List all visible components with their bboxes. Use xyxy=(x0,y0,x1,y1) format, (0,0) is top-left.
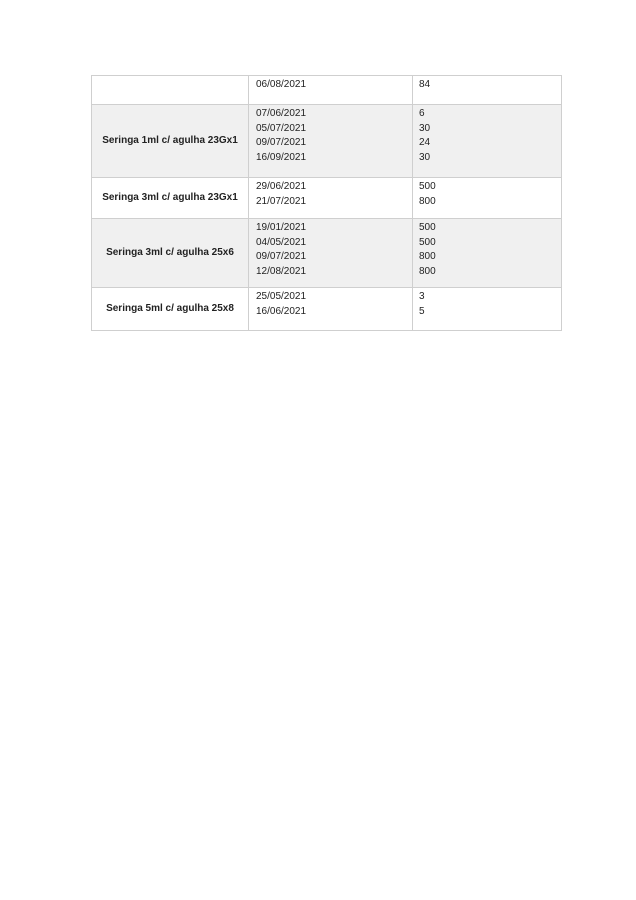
quantity-entry: 500 xyxy=(419,236,436,248)
dates-cell xyxy=(249,288,413,331)
date-entry: 07/06/2021 xyxy=(256,108,307,119)
date-entry: 16/06/2021 xyxy=(256,305,307,317)
table-row xyxy=(92,178,562,219)
product-name-cell: Seringa 3ml c/ agulha 23Gx1 xyxy=(92,178,249,219)
product-name-cell: Seringa 5ml c/ agulha 25x8 xyxy=(92,288,249,331)
dates-cell xyxy=(249,219,413,288)
date-entry: 21/07/2021 xyxy=(256,195,307,207)
product-name-cell: Seringa 1ml c/ agulha 23Gx1 xyxy=(92,105,249,178)
dates-cell xyxy=(249,76,413,105)
quantity-entry: 5 xyxy=(419,305,425,317)
quantity-entry: 3 xyxy=(419,291,425,302)
dates-cell xyxy=(249,178,413,219)
date-entry: 29/06/2021 xyxy=(256,181,307,192)
date-entry: 12/08/2021 xyxy=(256,265,307,277)
product-name-cell xyxy=(92,76,249,105)
dates-cell xyxy=(249,105,413,178)
table-row xyxy=(92,105,562,178)
date-entry: 09/07/2021 xyxy=(256,137,307,149)
date-entry: 05/07/2021 xyxy=(256,122,307,134)
date-entry: 16/09/2021 xyxy=(256,151,307,163)
quantity-entry: 30 xyxy=(419,122,431,134)
table-body xyxy=(92,76,562,331)
date-entry: 19/01/2021 xyxy=(256,222,307,233)
date-entry: 06/08/2021 xyxy=(256,79,307,90)
quantity-entry: 800 xyxy=(419,195,436,207)
quantity-entry: 800 xyxy=(419,251,436,263)
table-row xyxy=(92,219,562,288)
product-name-cell: Seringa 3ml c/ agulha 25x6 xyxy=(92,219,249,288)
date-entry: 25/05/2021 xyxy=(256,291,307,302)
date-entry: 09/07/2021 xyxy=(256,251,307,263)
quantity-cell xyxy=(413,288,562,331)
quantity-cell xyxy=(413,178,562,219)
quantity-entry: 500 xyxy=(419,181,436,192)
table-row xyxy=(92,76,562,105)
table-row xyxy=(92,288,562,331)
date-entry: 04/05/2021 xyxy=(256,236,307,248)
quantity-entry: 24 xyxy=(419,137,431,149)
quantity-entry: 84 xyxy=(419,79,431,90)
quantity-cell xyxy=(413,76,562,105)
syringe-table xyxy=(91,75,562,331)
quantity-entry: 800 xyxy=(419,265,436,277)
quantity-entry: 30 xyxy=(419,151,431,163)
quantity-cell xyxy=(413,219,562,288)
quantity-entry: 500 xyxy=(419,222,436,233)
quantity-entry: 6 xyxy=(419,108,425,119)
quantity-cell xyxy=(413,105,562,178)
